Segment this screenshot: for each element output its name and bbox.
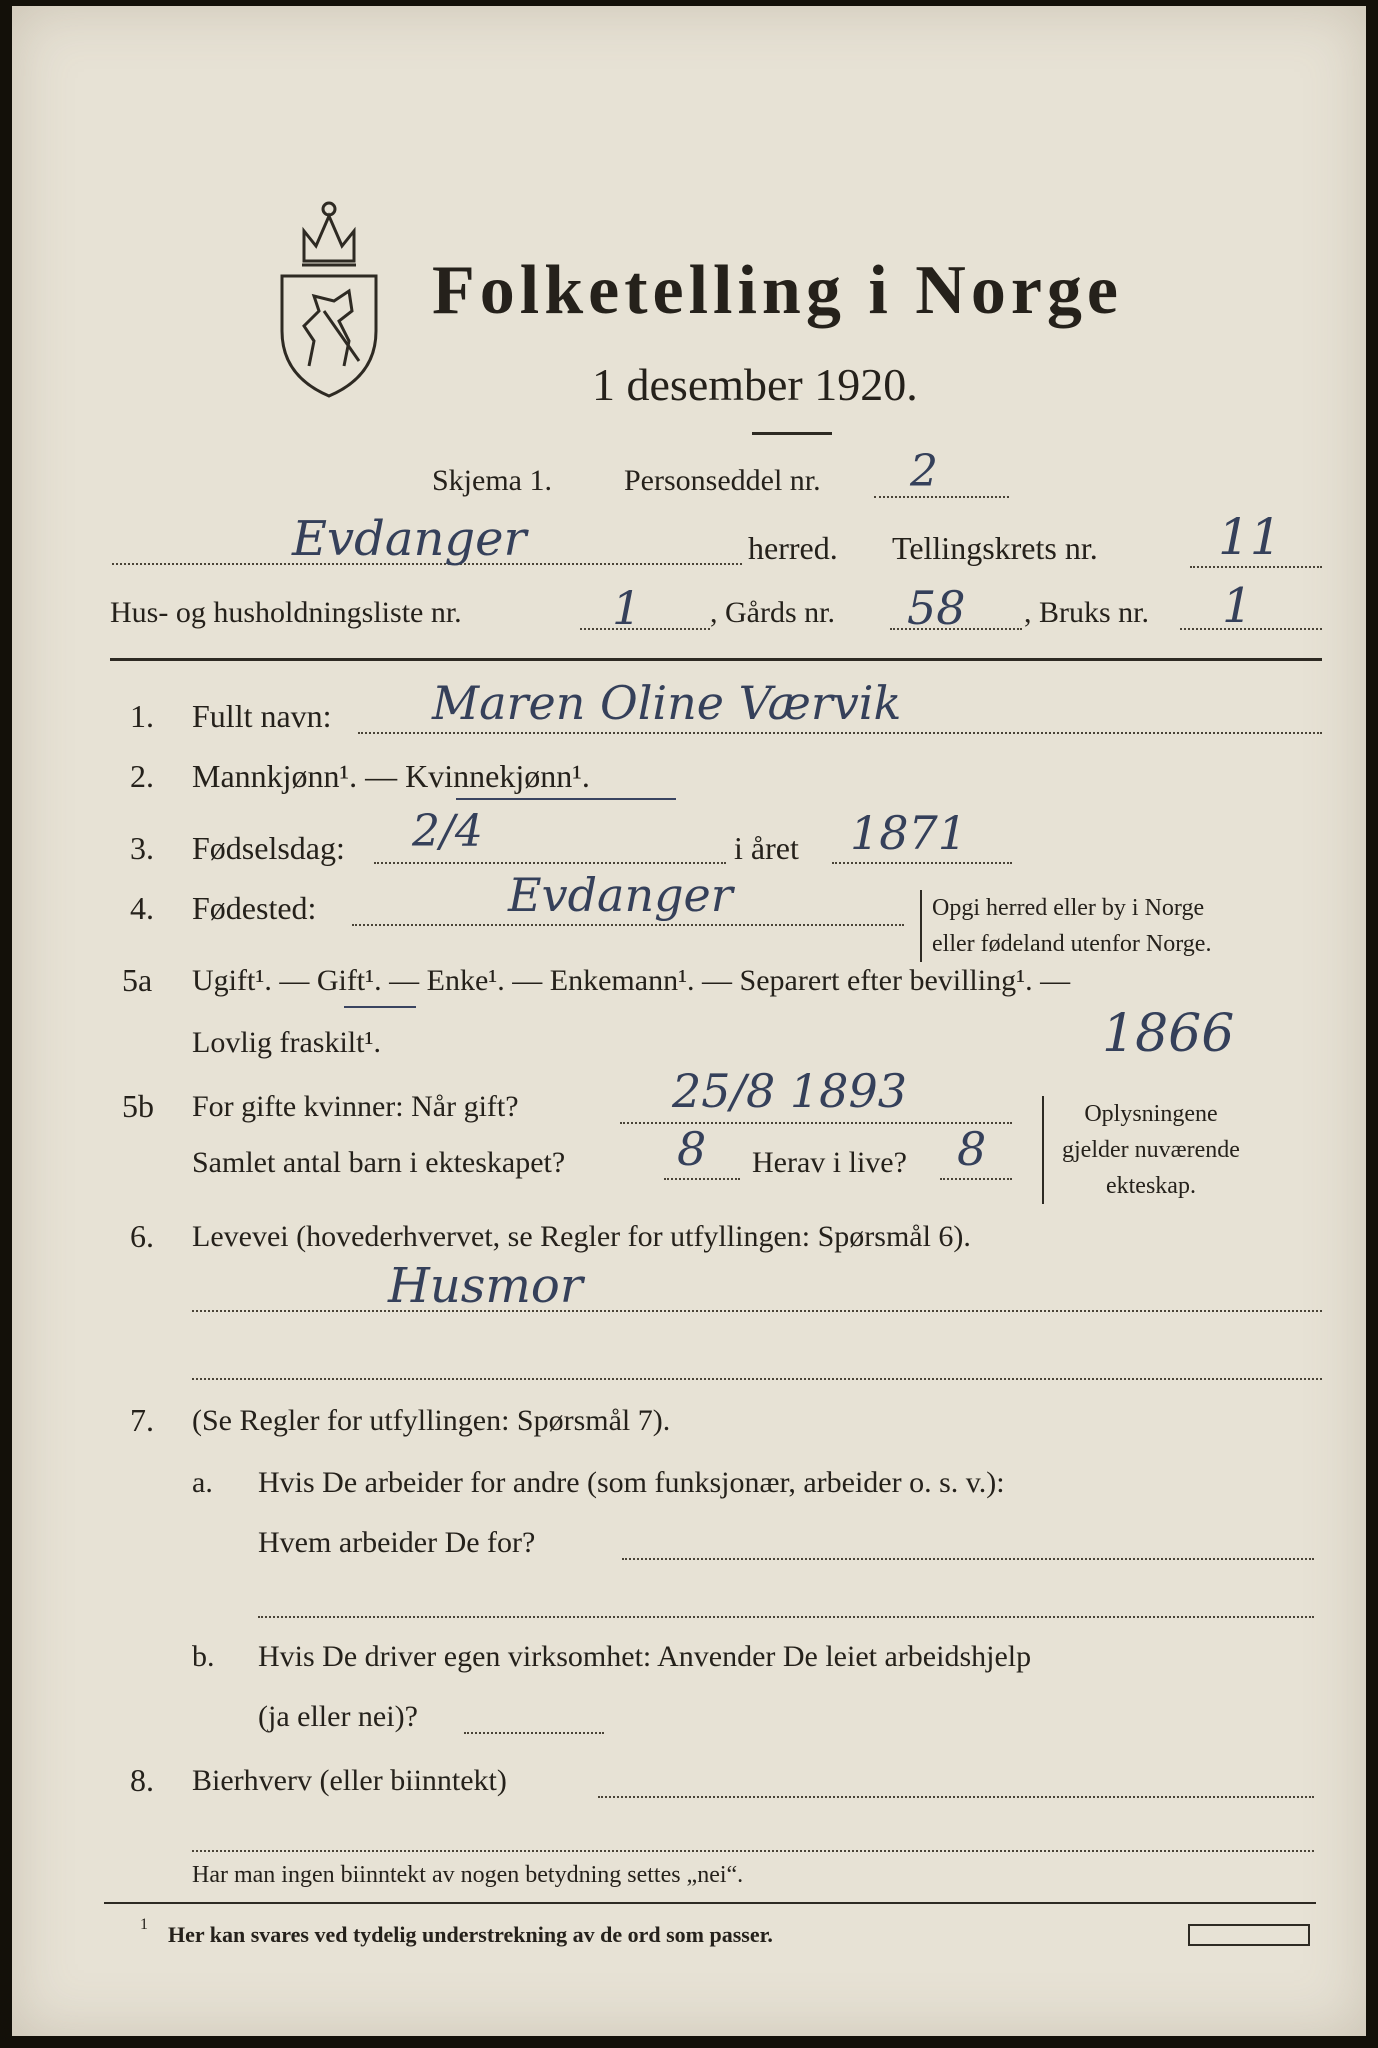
q7b-letter: b. <box>192 1640 215 1673</box>
q5b-label: For gifte kvinner: Når gift? <box>192 1090 519 1123</box>
q5b-value: 25/8 1893 <box>672 1064 907 1118</box>
q5b-number: 5b <box>122 1088 154 1124</box>
footnote-text: Her kan svares ved tydelig understrekning av de ord som passer. <box>168 1922 773 1947</box>
q3-label: Fødselsdag: <box>192 830 345 866</box>
q1-value: Maren Oline Værvik <box>432 676 902 730</box>
q8-line-2 <box>192 1850 1314 1852</box>
q7b-label-2: (ja eller nei)? <box>258 1700 418 1733</box>
q4-note-line2: eller fødeland utenfor Norge. <box>932 931 1212 957</box>
q2-number: 2. <box>130 758 154 794</box>
q5b-barn-label: Samlet antal barn i ekteskapet? <box>192 1146 566 1179</box>
q2-kvinnekjonn-underline <box>456 798 676 800</box>
q5a-label: Ugift¹. — Gift¹. — Enke¹. — Enkemann¹. — Separert efter bevilling¹. — <box>192 964 1071 997</box>
q8-label: Bierhverv (eller biinntekt) <box>192 1764 507 1797</box>
gards-label: , Gårds nr. <box>710 596 835 629</box>
header-rule <box>110 658 1322 661</box>
q4-note <box>920 890 1211 962</box>
hus-line <box>580 628 710 630</box>
q6-value: Husmor <box>388 1258 583 1314</box>
q5b-note-line3: ekteskap. <box>1105 1173 1196 1199</box>
q3-number: 3. <box>130 830 154 866</box>
q5a-gift-underline <box>344 1006 416 1008</box>
personseddel-label: Personseddel nr. <box>624 464 821 497</box>
q5b-note <box>1042 1096 1240 1204</box>
hus-value: 1 <box>612 581 642 635</box>
footer-note: Har man ingen biinntekt av nogen betydning settes „nei“. <box>192 1862 744 1888</box>
norwegian-coat-of-arms-icon <box>264 191 394 401</box>
hus-label: Hus- og husholdningsliste nr. <box>110 596 462 629</box>
q3-line <box>374 862 726 864</box>
q7b-line <box>464 1732 604 1734</box>
q4-value: Evdanger <box>508 868 733 922</box>
q4-note-line1: Opgi herred eller by i Norge <box>932 895 1205 921</box>
q2-label: Mannkjønn¹. — Kvinnekjønn¹. <box>192 758 590 794</box>
tellingskrets-label: Tellingskrets nr. <box>892 530 1098 566</box>
q3-year-line <box>832 862 1012 864</box>
q7a-label: Hvis De arbeider for andre (som funksjonær, arbeider o. s. v.): <box>258 1466 1005 1499</box>
tellingskrets-line <box>1190 566 1322 568</box>
q5b-live-label: Herav i live? <box>752 1146 907 1179</box>
tellingskrets-value: 11 <box>1218 508 1282 566</box>
q5b-barn-value: 8 <box>677 1122 707 1176</box>
census-form-page <box>12 6 1366 2036</box>
footnote-mark: 1 <box>140 1916 148 1933</box>
q5a-margin-note: 1866 <box>1102 1004 1235 1064</box>
census-date: 1 desember 1920. <box>592 359 918 410</box>
q5a-number: 5a <box>122 962 153 998</box>
q5b-note-line1: Oplysningene <box>1084 1101 1218 1127</box>
q7a-letter: a. <box>192 1466 213 1499</box>
personseddel-value: 2 <box>910 446 938 497</box>
skjema-label: Skjema 1. <box>432 464 552 497</box>
q5b-note-line2: gjelder nuværende <box>1062 1137 1240 1163</box>
q4-line <box>352 924 904 926</box>
q1-line <box>358 732 1322 734</box>
q3-year-label: i året <box>734 830 799 866</box>
herred-value: Evdanger <box>292 511 527 567</box>
q6-label: Levevei (hovederhvervet, se Regler for utfyllingen: Spørsmål 6). <box>192 1220 971 1253</box>
q4-label: Fødested: <box>192 890 317 926</box>
personseddel-line <box>874 496 1009 498</box>
footer-rule <box>104 1902 1316 1904</box>
q7-label: (Se Regler for utfyllingen: Spørsmål 7). <box>192 1404 671 1437</box>
gards-value: 58 <box>907 581 966 635</box>
q3-value: 2/4 <box>412 806 483 857</box>
form-title: Folketelling i Norge <box>432 252 1124 329</box>
q6-line-2 <box>192 1378 1322 1380</box>
q1-number: 1. <box>130 698 154 734</box>
q7a-label-2: Hvem arbeider De for? <box>258 1526 536 1559</box>
q5b-barn-line <box>664 1178 740 1180</box>
q7b-label: Hvis De driver egen virksomhet: Anvender De leiet arbeidshjelp <box>258 1640 1032 1673</box>
q5b-live-value: 8 <box>957 1122 987 1176</box>
q7a-line-1 <box>622 1558 1314 1560</box>
q5a-label-2: Lovlig fraskilt¹. <box>192 1026 381 1059</box>
q1-label: Fullt navn: <box>192 698 332 734</box>
q8-line-1 <box>598 1796 1314 1798</box>
bruks-value: 1 <box>1222 578 1253 634</box>
q5b-live-line <box>940 1178 1012 1180</box>
q7a-line-2 <box>258 1616 1314 1618</box>
printer-stamp <box>1188 1924 1310 1946</box>
q6-number: 6. <box>130 1218 154 1254</box>
q4-number: 4. <box>130 890 154 926</box>
q8-number: 8. <box>130 1762 154 1798</box>
q6-line-1 <box>192 1310 1322 1312</box>
herred-label: herred. <box>748 530 838 566</box>
bruks-label: , Bruks nr. <box>1024 596 1150 629</box>
q3-year-value: 1871 <box>850 806 968 860</box>
title-divider <box>752 432 832 435</box>
q7-number: 7. <box>130 1402 154 1438</box>
